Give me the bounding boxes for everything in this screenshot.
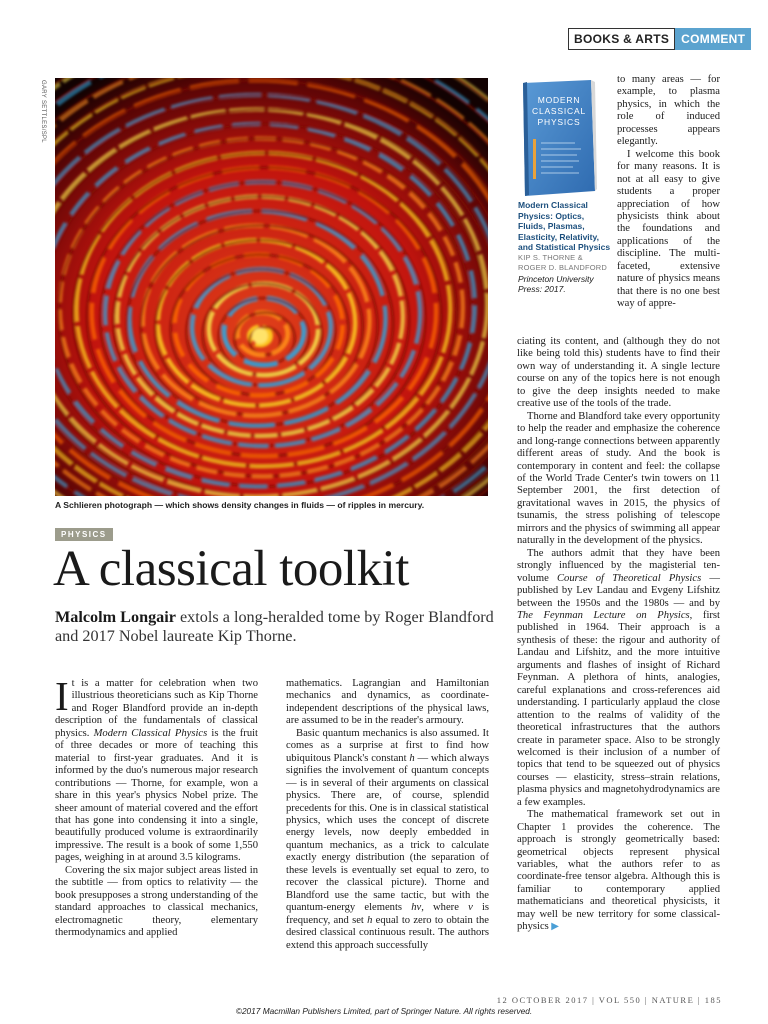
paragraph: The authors admit that they have been strongly influenced by the magisterial ten-volume Course of Theoretical Physics — published by Lev Landau and Evgeny Lifshitz between the 1950s and the 1980s — and by The Feynman Lecture on Physics, first published in 1964. Their approach is a synthesis of these: the rigour and authority of Landau and Lifshitz, and the more intuitive arguments and flashes of insight of Richard Feynman. A plethora of hints, analogies, careful explanations and cross-references aid understanding. I particularly applaud the close attention to the realms of validity of the theoretical infrastructures that the authors create in parameter space. Also to be strongly welcomed is their inclusion of a number of topics that tend to be squeezed out of physics courses — elasticity, stress–strain relations, plasma physics and magnetohydrodynamics are a few examples. (517, 547, 720, 808)
paragraph: I welcome this book for many reasons. It is not at all easy to give students a proper appreciation of how physicists think about the foundations and applications of the discipline. The multi-faceted, extensive nature of physics means that there is no one best way of appre- (617, 148, 720, 310)
continue-arrow-icon: ▶ (548, 921, 559, 933)
subsection-label: COMMENT (675, 28, 751, 50)
paragraph: ciating its content, and (although they do not like being told this) students have to find their own way of understanding it. A single lecture course on any of the topics here is not enough to give the deep insights needed to make creative use of the tools of the trade. (517, 336, 720, 410)
paragraph: Basic quantum mechanics is also assumed. It comes as a surprise at first to find how ubiquitous Planck's constant h — which always signifies the involvement of quantum concepts — is in several of their arguments on classical physics. There are, of course, splendid precedents for this. One is in classical statistical physics, which uses the concept of discrete energy levels, now deeply embedded in quantum mechanics, as a trick to calculate exactly energy distribution (the separation of these levels is eventually set equal to zero, to recover the classical picture). Thorne and Blandford use the same tactic, but with the quantum-energy elements hν, where ν is frequency, and set h equal to zero to obtain the desired classical continuous result. The authors extend this approach successfully (286, 727, 490, 951)
photo-credit: GARY SETTLES/SPL (40, 80, 46, 143)
section-label: BOOKS & ARTS (568, 28, 675, 50)
cover-title-line-2: CLASSICAL (532, 106, 586, 116)
standfirst-text: extols a long-heralded tome by Roger Blandford and 2017 Nobel laureate Kip Thorne. (55, 608, 494, 645)
schlieren-photo (55, 78, 488, 496)
paragraph: mathematics. Lagrangian and Hamiltonian mechanics and dynamics, as coordinate-independent descriptions of the physical laws, are assumed to be in the reader's armoury. (286, 678, 489, 727)
drop-cap: I (55, 673, 69, 719)
headline: A classical toolkit (53, 541, 409, 597)
copyright-notice: ©2017 Macmillan Publishers Limited, part of Springer Nature. All rights reserved. (235, 1006, 533, 1016)
book-title: Modern Classical Physics: Optics, Fluids, Plasmas, Elasticity, Relativity, and Statistical Physics (518, 200, 611, 252)
ripple-image (55, 78, 488, 496)
paragraph: The mathematical framework set out in Chapter 1 provides the coherence. The approach is strongly geometrically based: geometrical objects represent physical variables, what the authors refer to as coordinate-free tensor algebra. Although this is familiar to contemporary applied mathematicians and theoretical physicists, it may well be new territory for some classical-physics ▶ (517, 809, 720, 933)
photo-caption: A Schlieren photograph — which shows density changes in fluids — of ripples in mercury. (55, 500, 425, 510)
body-column-2 (286, 678, 489, 952)
book-cover (519, 79, 597, 197)
ripple-center (252, 328, 268, 344)
standfirst (55, 608, 505, 646)
body-column-1 (55, 673, 258, 940)
body-column-3-top (617, 74, 720, 311)
book-details (518, 200, 613, 295)
book-authors: KIP S. THORNE & ROGER D. BLANDFORD (518, 252, 608, 272)
book-publisher: Princeton University Press: 2017. (518, 273, 594, 294)
folio: 12 OCTOBER 2017 | VOL 550 | NATURE | 185 (496, 995, 722, 1005)
topic-badge: PHYSICS (55, 528, 113, 541)
paragraph: Thorne and Blandford take every opportunity to help the reader and emphasize the coherence and long-range connections between apparently different areas of study. And the book is contemporary in content and feel: the collapse of the World Trade Center's twin towers on 11 September 2001, the first detection of gravitational waves in 2015, the physics of tsunamis, the stress polishing of telescope mirrors and the physics of swimming all appear naturally in the development of the physics. (517, 410, 720, 547)
body-column-3 (517, 336, 720, 934)
cover-title-line-1: MODERN (537, 95, 581, 105)
paragraph: to many areas — for example, to plasma physics, in which the role of induced processes appears elegantly. (617, 74, 720, 148)
author-name: Malcolm Longair (55, 608, 176, 626)
paragraph: Covering the six major subject areas listed in the subtitle — from optics to relativity — the book presupposes a strong understanding of the standard approaches to classical mechanics, electromagnetic theory, elementary thermodynamics and applied (55, 864, 258, 939)
book-cover-image (519, 79, 597, 197)
section-tags (568, 28, 751, 50)
cover-title-line-3: PHYSICS (537, 117, 581, 127)
paragraph: It is a matter for celebration when two illustrious theoreticians such as Kip Thorne and Roger Blandford provide an in-depth description of the fundamentals of classical physics. Modern Classical Physics is the fruit of three decades or more of teaching this material to first-year graduates. And it is informed by the duo's numerous major research contributions — Thorne, for example, won a share in this year's physics Nobel prize. The sheer amount of material covered and the effort that has gone into condensing it into a single, beautifully produced volume is extraordinarily impressive. The result is a book of some 1,550 pages, weighing in at around 3.5 kilograms. (55, 673, 258, 864)
